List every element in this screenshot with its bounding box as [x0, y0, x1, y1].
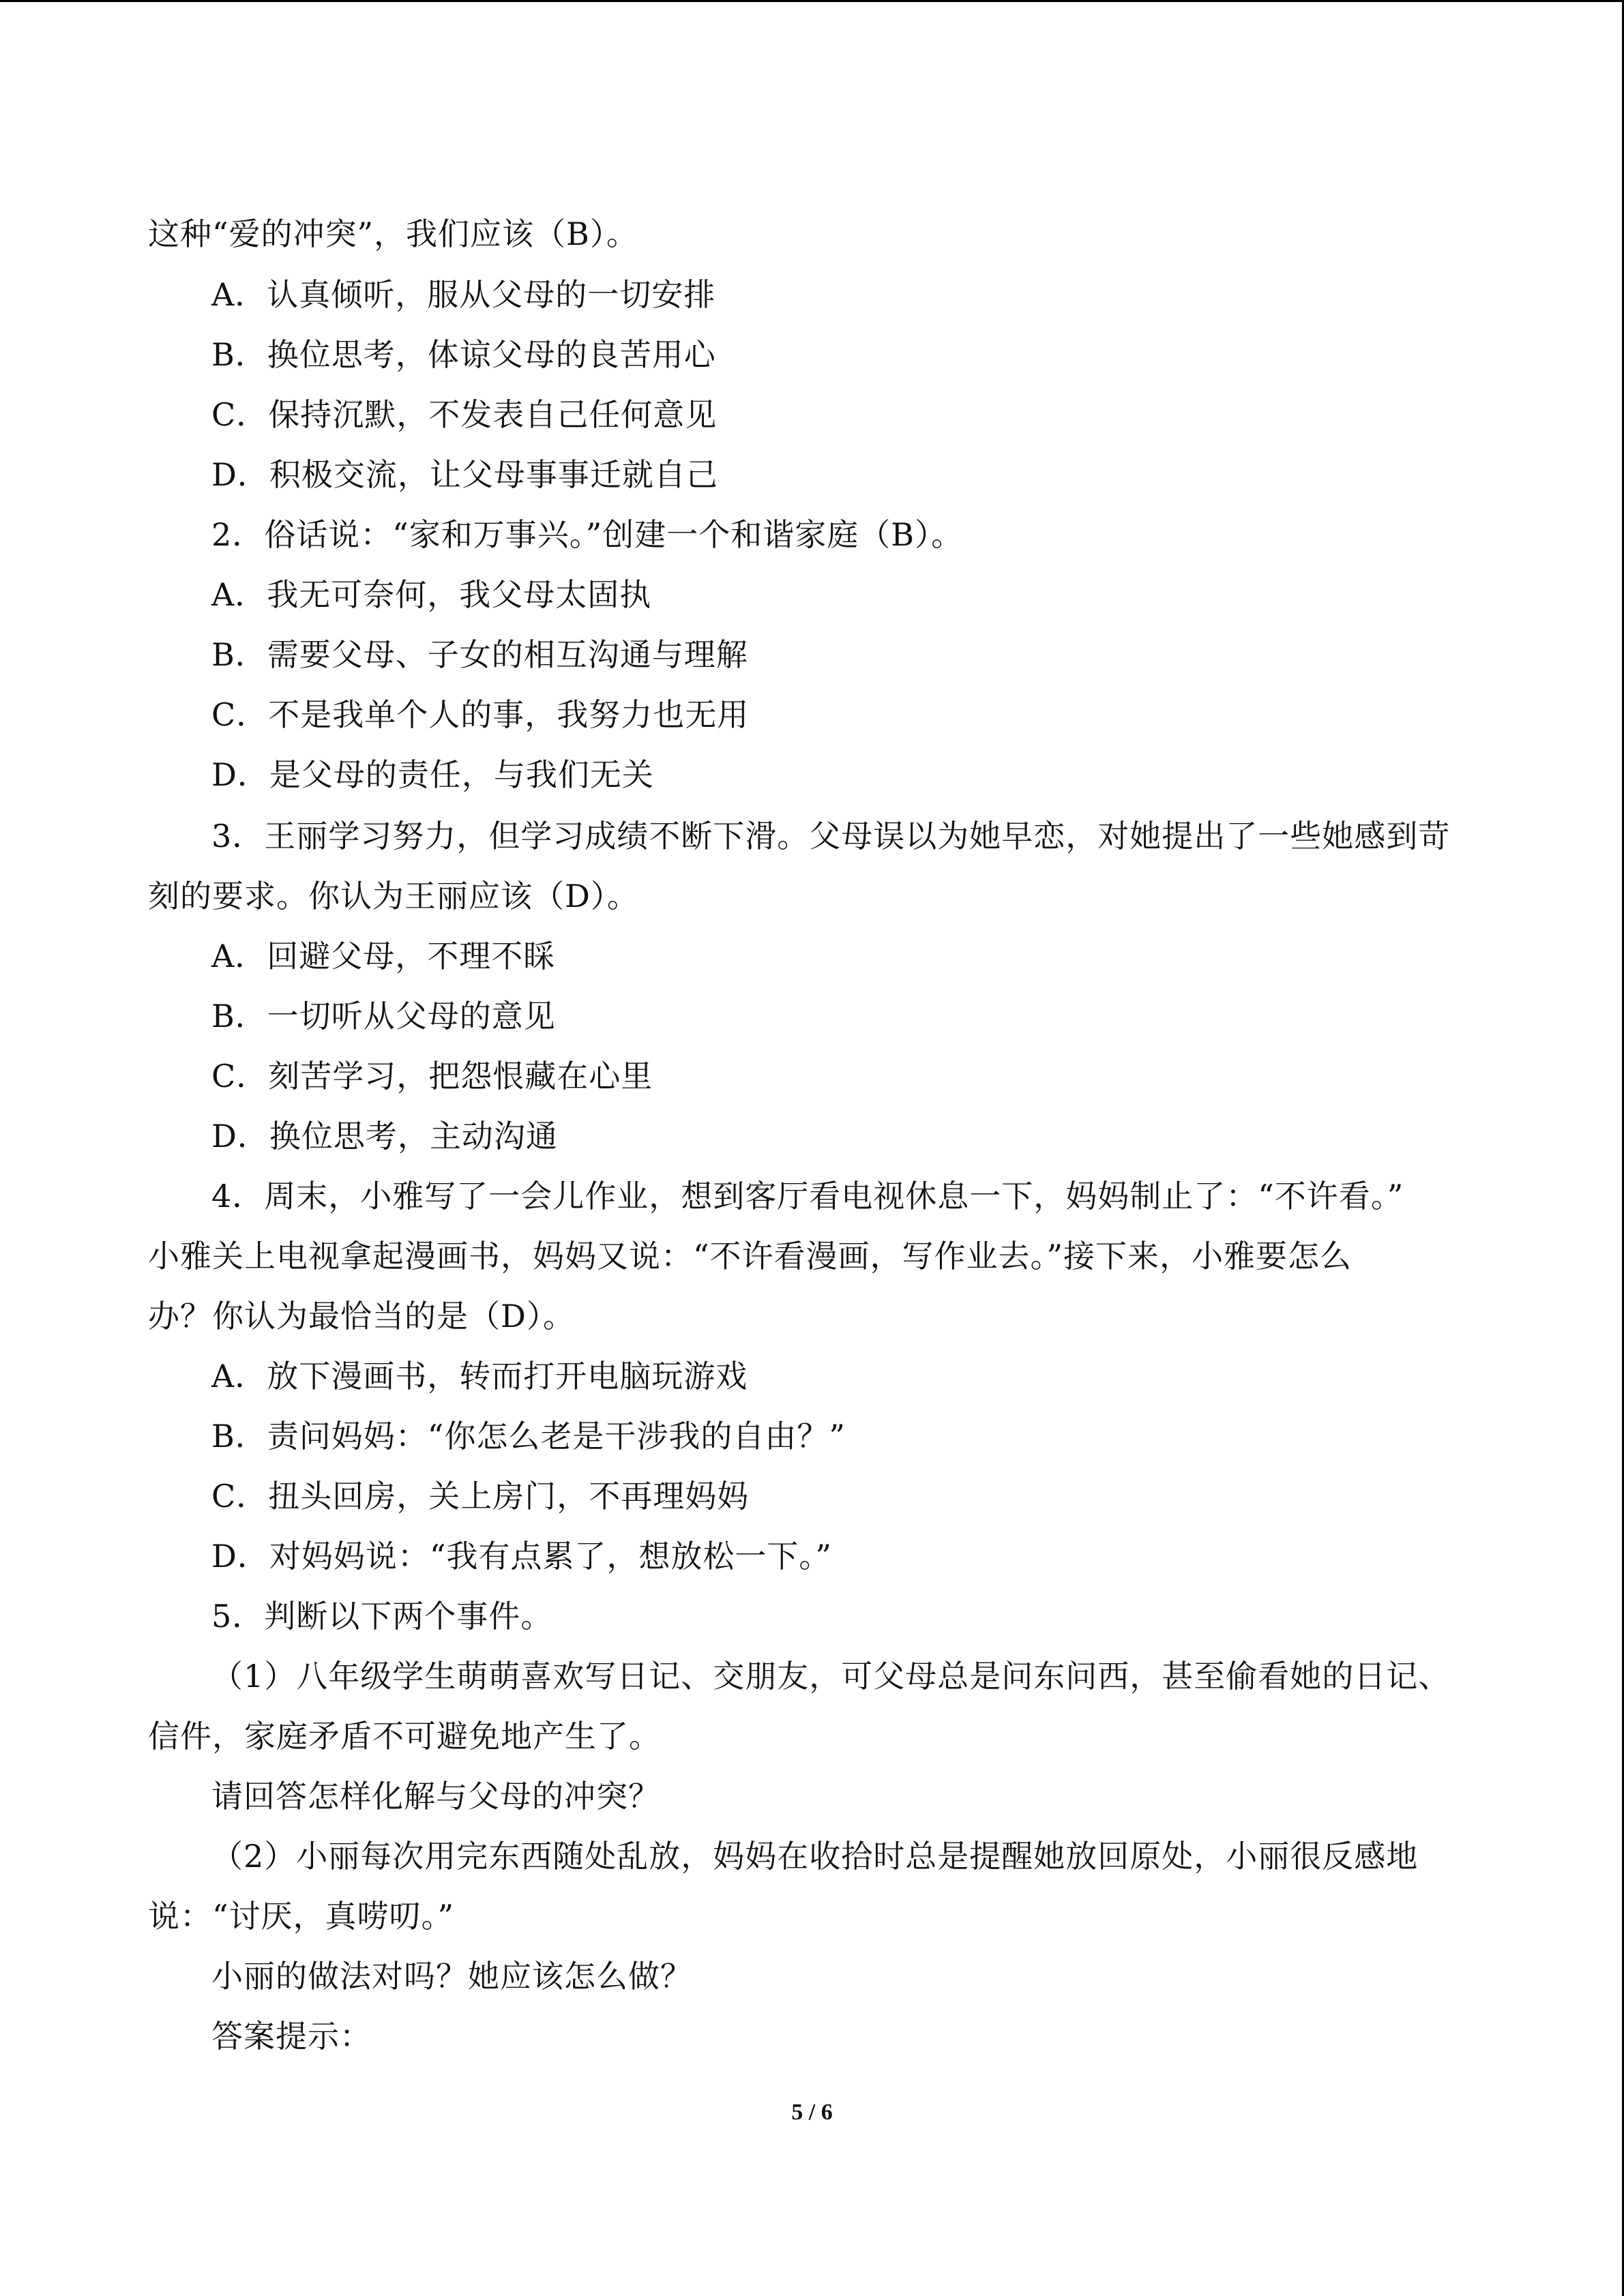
- question-4-stem-line-3: 办？你认为最恰当的是（D）。: [148, 1298, 575, 1335]
- question-5-case-1-line-1: （1）八年级学生萌萌喜欢写日记、交朋友，可父母总是问东问西，甚至偷看她的日记、: [211, 1658, 1451, 1695]
- question-3-option-a: A．回避父母，不理不睬: [211, 938, 556, 974]
- question-4-option-c: C．扭头回房，关上房门，不再理妈妈: [211, 1478, 750, 1515]
- page-number: 5 / 6: [791, 2100, 833, 2125]
- question-2-stem: 2．俗话说：“家和万事兴。”创建一个和谐家庭（B）。: [211, 516, 964, 553]
- question-4-stem-line-1: 4．周末，小雅写了一会儿作业，想到客厅看电视休息一下，妈妈制止了：“不许看。”: [211, 1178, 1404, 1214]
- page-top-border: [0, 0, 1624, 2]
- question-3-option-b: B．一切听从父母的意见: [211, 998, 556, 1034]
- question-3-option-c: C．刻苦学习，把怨恨藏在心里: [211, 1058, 653, 1094]
- question-1-stem-continuation: 这种“爱的冲突”，我们应该（B）。: [148, 215, 638, 252]
- question-2-option-d: D．是父母的责任，与我们无关: [211, 756, 654, 793]
- question-5-case-2-prompt: 小丽的做法对吗？她应该怎么做？: [211, 1958, 692, 1995]
- question-2-option-b: B．需要父母、子女的相互沟通与理解: [211, 636, 748, 673]
- question-4-stem-line-2: 小雅关上电视拿起漫画书，妈妈又说：“不许看漫画，写作业去。”接下来，小雅要怎么: [148, 1238, 1353, 1274]
- question-5-stem: 5．判断以下两个事件。: [211, 1598, 553, 1635]
- question-4-option-d: D．对妈妈说：“我有点累了，想放松一下。”: [211, 1538, 832, 1575]
- question-3-option-d: D．换位思考，主动沟通: [211, 1118, 558, 1154]
- question-3-stem-line-2: 刻的要求。你认为王丽应该（D）。: [148, 878, 639, 914]
- question-5-case-1-line-2: 信件，家庭矛盾不可避免地产生了。: [148, 1718, 661, 1755]
- question-1-option-a: A．认真倾听，服从父母的一切安排: [211, 276, 716, 313]
- question-5-case-2-line-2: 说：“讨厌，真唠叨。”: [148, 1898, 455, 1935]
- question-2-option-c: C．不是我单个人的事，我努力也无用: [211, 696, 750, 733]
- question-5-case-1-prompt: 请回答怎样化解与父母的冲突？: [211, 1778, 660, 1815]
- question-2-option-a: A．我无可奈何，我父母太固执: [211, 576, 652, 613]
- answer-hint-label: 答案提示：: [211, 2018, 372, 2055]
- question-5-case-2-line-1: （2）小丽每次用完东西随处乱放，妈妈在收拾时总是提醒她放回原处，小丽很反感地: [211, 1838, 1419, 1875]
- question-4-option-b: B．责问妈妈：“你怎么老是干涉我的自由？”: [211, 1418, 846, 1455]
- question-1-option-d: D．积极交流，让父母事事迁就自己: [211, 456, 718, 493]
- question-1-option-c: C．保持沉默，不发表自己任何意见: [211, 396, 718, 433]
- question-1-option-b: B．换位思考，体谅父母的良苦用心: [211, 336, 716, 373]
- question-3-stem-line-1: 3．王丽学习努力，但学习成绩不断下滑。父母误以为她早恋，对她提出了一些她感到苛: [211, 818, 1451, 854]
- question-4-option-a: A．放下漫画书，转而打开电脑玩游戏: [211, 1358, 748, 1395]
